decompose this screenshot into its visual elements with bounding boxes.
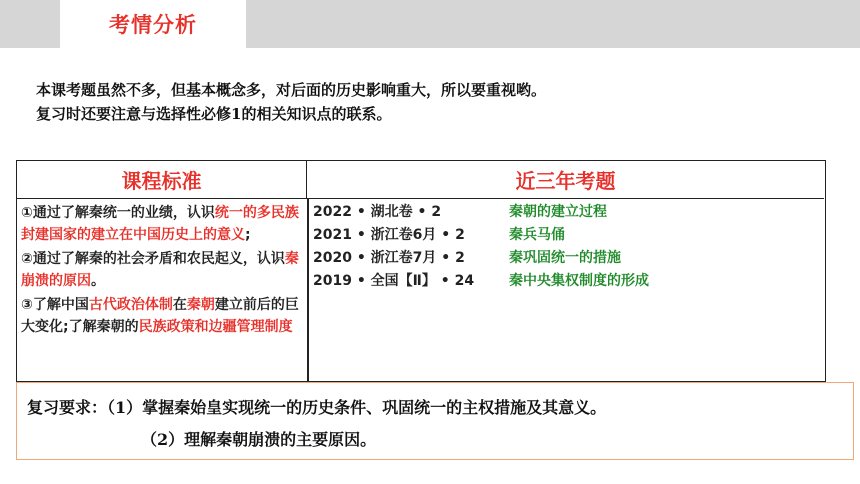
standard-item — [21, 294, 305, 338]
intro-line-1: 本课考题虽然不多，但基本概念多，对后面的历史影响重大，所以要重视哟。 — [36, 81, 547, 99]
exam-source: 2021 • 浙江卷6月 • 2 — [313, 227, 465, 243]
exam-row — [313, 247, 821, 270]
intro-line-2: 复习时还要注意与选择性必修1的相关知识点的联系。 — [36, 105, 392, 123]
exam-topic: 秦兵马俑 — [509, 227, 565, 243]
review-requirements-box — [16, 382, 854, 460]
exams-list — [313, 201, 821, 293]
exam-row — [313, 224, 821, 247]
standard-highlight-text: 秦朝 — [186, 297, 215, 313]
column-header-exams: 近三年考题 — [307, 161, 824, 199]
column-header-standard: 课程标准 — [17, 161, 307, 199]
standard-text: ③了解中国 — [21, 297, 89, 313]
standards-list — [21, 202, 305, 340]
standard-text: ①通过了解秦统一的业绩，认识 — [21, 205, 215, 221]
exam-source: 2020 • 浙江卷7月 • 2 — [313, 250, 465, 266]
exam-topic: 秦朝的建立过程 — [509, 204, 607, 220]
exam-source: 2019 • 全国【Ⅱ】 • 24 — [313, 273, 475, 289]
exam-topic: 秦中央集权制度的形成 — [509, 273, 649, 289]
exam-source: 2022 • 湖北卷 • 2 — [313, 204, 442, 220]
exam-row — [313, 201, 821, 224]
review-line-1: 复习要求：（1）掌握秦始皇实现统一的历史条件、巩固统一的主权措施及其意义。 — [27, 398, 607, 417]
standard-highlight-text: 民族政策和边疆管理制度 — [138, 319, 293, 335]
standard-text: 。 — [91, 273, 105, 289]
standard-text: 在 — [172, 297, 187, 313]
page-title: 考情分析 — [109, 13, 197, 37]
standard-highlight-text: 秦崩溃的原因 — [21, 251, 299, 289]
title-tab — [60, 0, 246, 48]
standard-item — [21, 248, 305, 292]
intro-text — [36, 78, 836, 126]
standard-highlight-text: 统一的多民族封建国家的建立在中国历史上的意义 — [21, 205, 299, 243]
review-line-2: （2）理解秦朝崩溃的主要原因。 — [141, 430, 377, 449]
exam-topic: 秦巩固统一的措施 — [509, 250, 621, 266]
standard-item — [21, 202, 305, 246]
standard-text: ; — [245, 227, 251, 243]
standard-text: ②通过了解秦的社会矛盾和农民起义，认识 — [21, 251, 285, 267]
exam-row — [313, 270, 821, 293]
column-divider — [307, 199, 309, 383]
standard-highlight-text: 古代政治体制 — [88, 297, 173, 313]
exam-analysis-table — [16, 160, 826, 382]
standard-text: 建立前后的巨大变化;了解秦朝的 — [21, 297, 299, 335]
